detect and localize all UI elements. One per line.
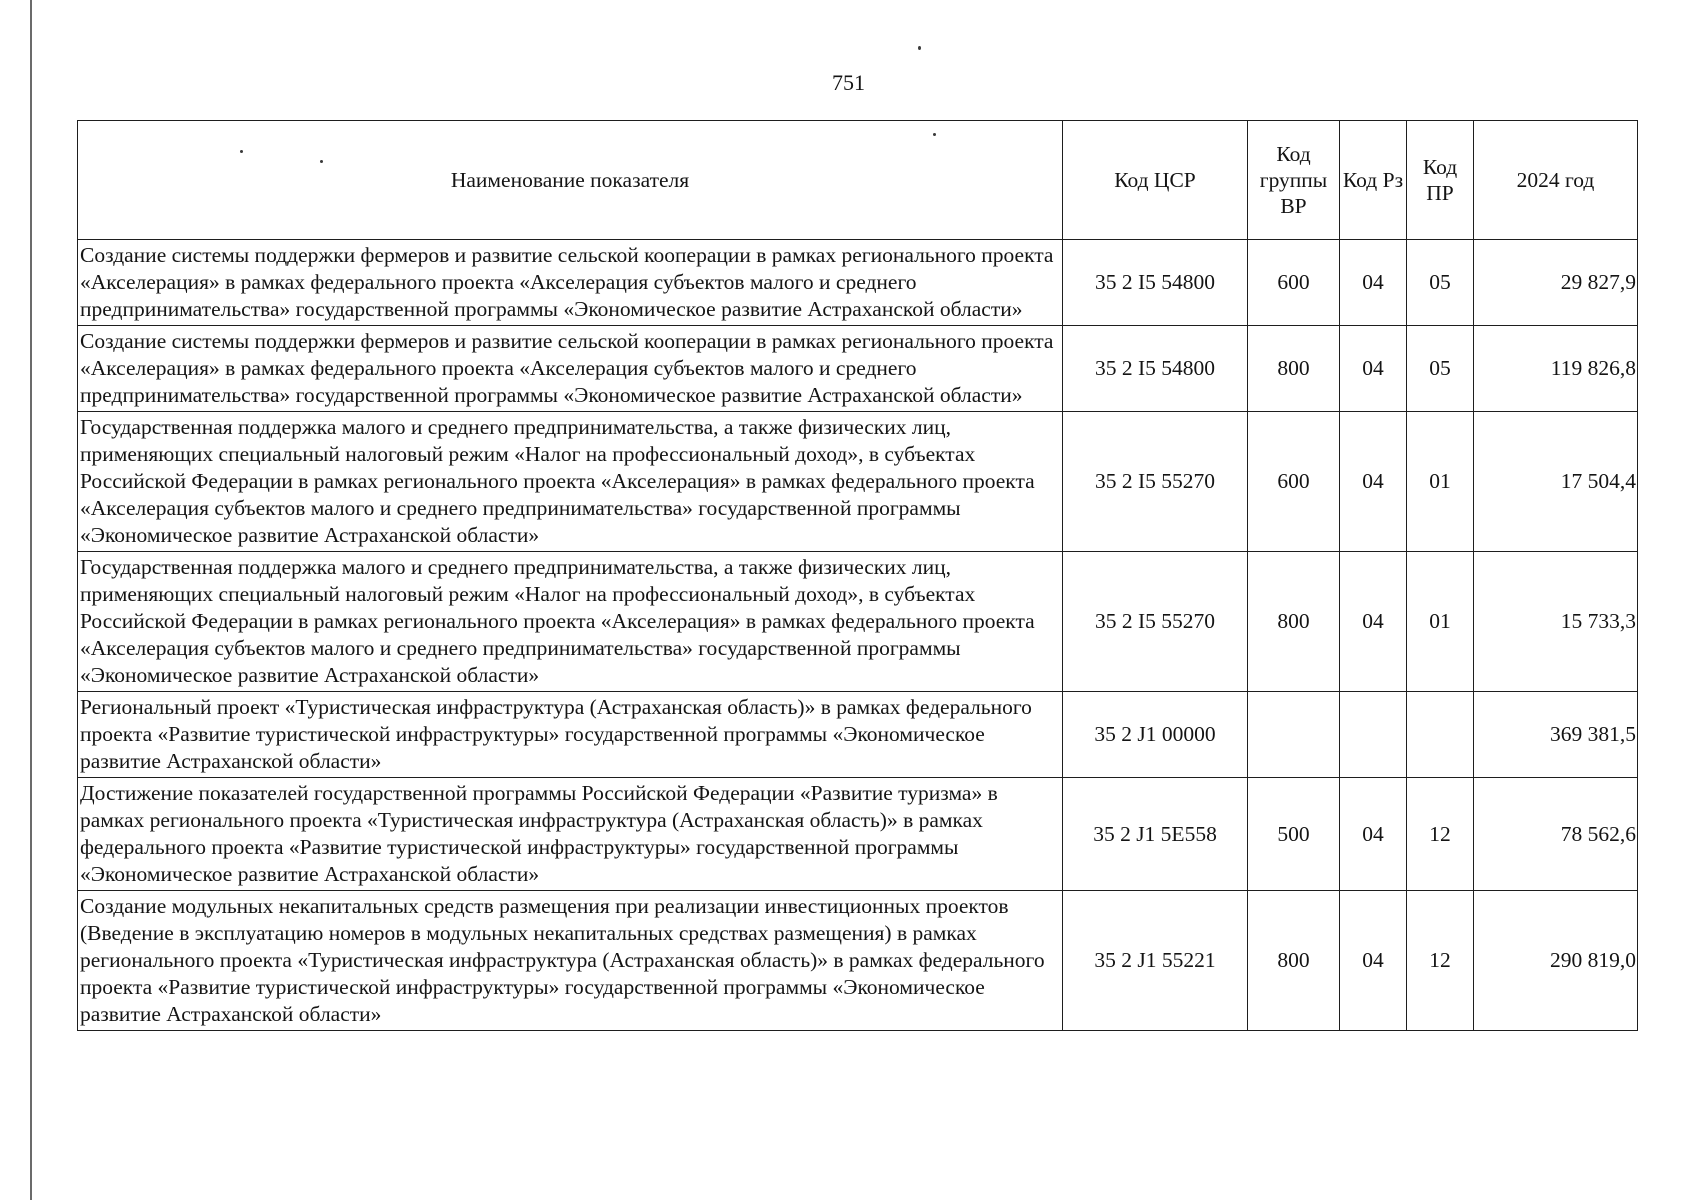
row-vr-code bbox=[1248, 692, 1340, 778]
row-amount: 29 827,9 bbox=[1474, 240, 1638, 326]
table-row bbox=[78, 240, 1638, 326]
row-amount: 17 504,4 bbox=[1474, 412, 1638, 552]
row-name: Региональный проект «Туристическая инфраструктура (Астраханская область)» в рамках федерального проекта «Развитие туристической инфраструктуры» государственной программы «Экономическое развитие Астраханской области» bbox=[78, 692, 1063, 778]
row-pr-code: 05 bbox=[1407, 326, 1474, 412]
row-amount: 78 562,6 bbox=[1474, 778, 1638, 891]
budget-table bbox=[77, 120, 1638, 1031]
row-name: Создание системы поддержки фермеров и развитие сельской кооперации в рамках регионального проекта «Акселерация» в рамках федерального проекта «Акселерация субъектов малого и среднего предпринимательства» государственной программы «Экономическое развитие Астраханской области» bbox=[78, 326, 1063, 412]
table-row bbox=[78, 412, 1638, 552]
row-vr-code: 500 bbox=[1248, 778, 1340, 891]
row-amount: 119 826,8 bbox=[1474, 326, 1638, 412]
row-rz-code: 04 bbox=[1340, 778, 1407, 891]
row-rz-code: 04 bbox=[1340, 552, 1407, 692]
row-rz-code: 04 bbox=[1340, 326, 1407, 412]
table-row bbox=[78, 552, 1638, 692]
scan-speck bbox=[918, 46, 921, 50]
row-csr-code: 35 2 I5 55270 bbox=[1063, 552, 1248, 692]
binding-margin-line bbox=[30, 0, 32, 1200]
row-vr-code: 600 bbox=[1248, 412, 1340, 552]
row-name: Создание системы поддержки фермеров и развитие сельской кооперации в рамках регионального проекта «Акселерация» в рамках федерального проекта «Акселерация субъектов малого и среднего предпринимательства» государственной программы «Экономическое развитие Астраханской области» bbox=[78, 240, 1063, 326]
table-row bbox=[78, 891, 1638, 1031]
row-csr-code: 35 2 I5 55270 bbox=[1063, 412, 1248, 552]
row-vr-code: 800 bbox=[1248, 326, 1340, 412]
row-pr-code: 12 bbox=[1407, 891, 1474, 1031]
header-rz-code: Код Рз bbox=[1340, 121, 1407, 240]
row-name: Создание модульных некапитальных средств размещения при реализации инвестиционных проектов (Введение в эксплуатацию номеров в модульных некапитальных средствах размещения) в рамках регионального проекта «Туристическая инфраструктура (Астраханская область)» в рамках федерального проекта «Развитие туристической инфраструктуры» государственной программы «Экономическое развитие Астраханской области» bbox=[78, 891, 1063, 1031]
header-name: Наименование показателя bbox=[78, 121, 1063, 240]
table-row bbox=[78, 326, 1638, 412]
row-pr-code: 05 bbox=[1407, 240, 1474, 326]
row-name: Государственная поддержка малого и среднего предпринимательства, а также физических лиц, применяющих специальный налоговый режим «Налог на профессиональный доход», в субъектах Российской Федерации в рамках регионального проекта «Акселерация» в рамках федерального проекта «Акселерация субъектов малого и среднего предпринимательства» государственной программы «Экономическое развитие Астраханской области» bbox=[78, 412, 1063, 552]
header-vr-code: Код группы ВР bbox=[1248, 121, 1340, 240]
header-pr-code: Код ПР bbox=[1407, 121, 1474, 240]
row-amount: 15 733,3 bbox=[1474, 552, 1638, 692]
row-rz-code: 04 bbox=[1340, 240, 1407, 326]
row-pr-code bbox=[1407, 692, 1474, 778]
row-name: Государственная поддержка малого и среднего предпринимательства, а также физических лиц, применяющих специальный налоговый режим «Налог на профессиональный доход», в субъектах Российской Федерации в рамках регионального проекта «Акселерация» в рамках федерального проекта «Акселерация субъектов малого и среднего предпринимательства» государственной программы «Экономическое развитие Астраханской области» bbox=[78, 552, 1063, 692]
row-pr-code: 01 bbox=[1407, 552, 1474, 692]
row-pr-code: 12 bbox=[1407, 778, 1474, 891]
row-vr-code: 800 bbox=[1248, 891, 1340, 1031]
row-csr-code: 35 2 J1 5E558 bbox=[1063, 778, 1248, 891]
row-amount: 290 819,0 bbox=[1474, 891, 1638, 1031]
row-rz-code: 04 bbox=[1340, 412, 1407, 552]
row-amount: 369 381,5 bbox=[1474, 692, 1638, 778]
page-number: 751 bbox=[832, 70, 865, 95]
row-csr-code: 35 2 I5 54800 bbox=[1063, 240, 1248, 326]
header-csr-code: Код ЦСР bbox=[1063, 121, 1248, 240]
row-name: Достижение показателей государственной программы Российской Федерации «Развитие туризма» в рамках регионального проекта «Туристическая инфраструктура (Астраханская область)» в рамках федерального проекта «Развитие туристической инфраструктуры» государственной программы «Экономическое развитие Астраханской области» bbox=[78, 778, 1063, 891]
row-vr-code: 600 bbox=[1248, 240, 1340, 326]
header-year-2024: 2024 год bbox=[1474, 121, 1638, 240]
table-header-row bbox=[78, 121, 1638, 240]
row-vr-code: 800 bbox=[1248, 552, 1340, 692]
table-row bbox=[78, 692, 1638, 778]
row-csr-code: 35 2 J1 55221 bbox=[1063, 891, 1248, 1031]
row-csr-code: 35 2 I5 54800 bbox=[1063, 326, 1248, 412]
table-row bbox=[78, 778, 1638, 891]
row-rz-code: 04 bbox=[1340, 891, 1407, 1031]
row-rz-code bbox=[1340, 692, 1407, 778]
row-csr-code: 35 2 J1 00000 bbox=[1063, 692, 1248, 778]
row-pr-code: 01 bbox=[1407, 412, 1474, 552]
